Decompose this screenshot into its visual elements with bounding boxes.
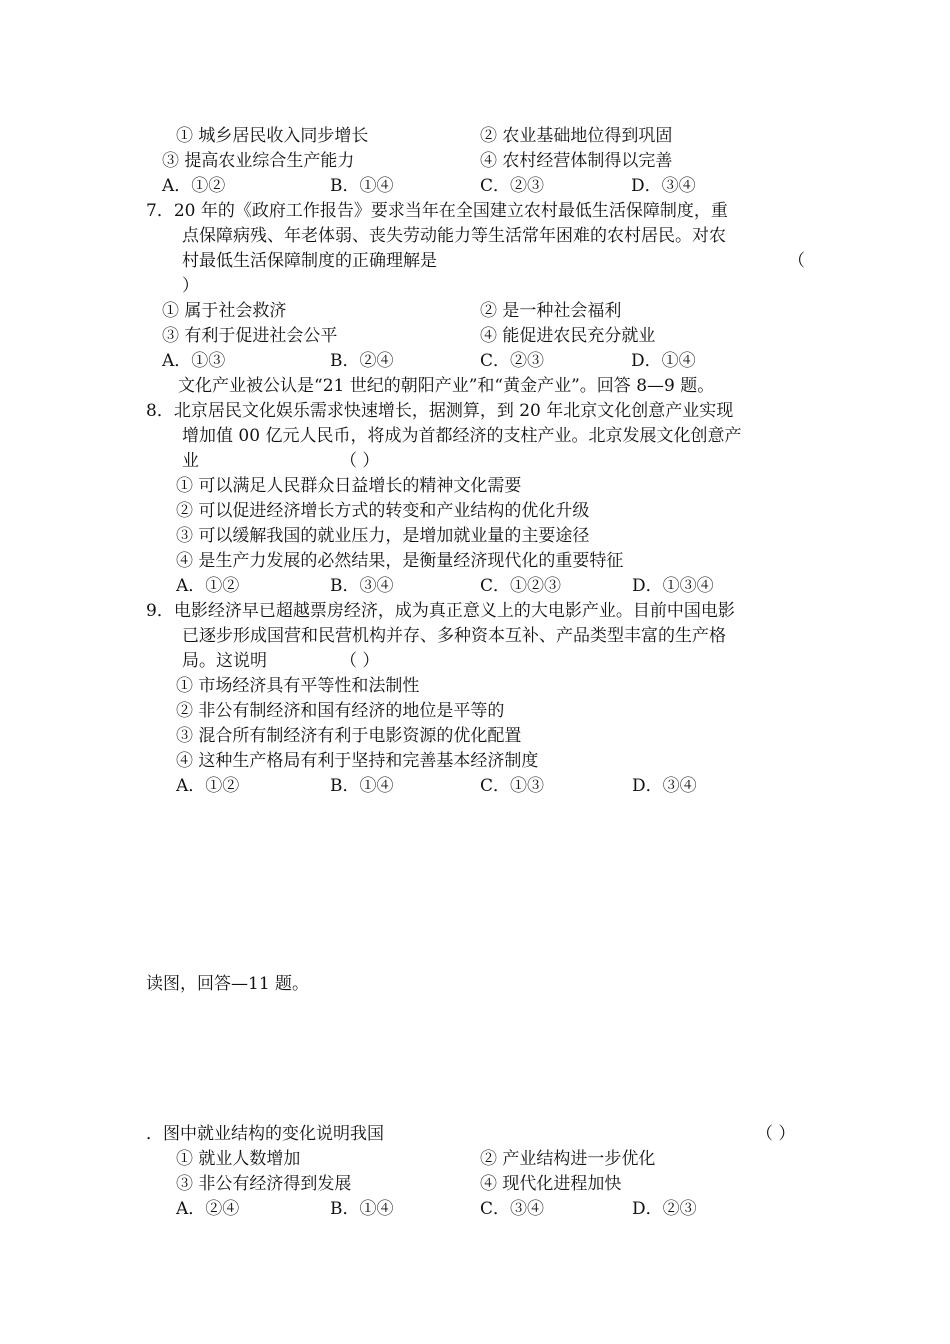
q6-option-2: ② 农业基础地位得到巩固: [480, 126, 673, 146]
q8-option-4: ④ 是生产力发展的必然结果，是衡量经济现代化的重要特征: [176, 551, 624, 571]
q7-option-2: ② 是一种社会福利: [480, 301, 622, 321]
q9-option-1: ① 市场经济具有平等性和法制性: [176, 676, 420, 696]
q9-choice-a: A．①②: [176, 776, 240, 796]
q10-stem-line-1: ．图中就业结构的变化说明我国: [146, 1124, 384, 1144]
q6-choice-b: B．①④: [330, 176, 394, 196]
q9-choice-b: B．①④: [330, 776, 394, 796]
q10-choice-c: C．③④: [480, 1199, 545, 1219]
q9-option-4: ④ 这种生产格局有利于坚持和完善基本经济制度: [176, 751, 539, 771]
q10-option-2: ② 产业结构进一步优化: [480, 1149, 656, 1169]
q6-choice-a: A．①②: [162, 176, 226, 196]
q7-stem-line-3: 村最低生活保障制度的正确理解是: [182, 251, 437, 271]
q9-stem-line-3: 局。这说明: [182, 651, 267, 671]
intro-questions-10-11: 读图，回答—11 题。: [146, 974, 310, 994]
q7-option-4: ④ 能促进农民充分就业: [480, 326, 656, 346]
q7-option-1: ① 属于社会救济: [162, 301, 287, 321]
q8-option-3: ③ 可以缓解我国的就业压力，是增加就业量的主要途径: [176, 526, 590, 546]
q7-choice-b: B．②④: [330, 351, 394, 371]
q8-stem-line-3: 业: [182, 451, 199, 471]
q7-answer-paren-close: ）: [182, 276, 199, 296]
q10-answer-paren: （ ）: [756, 1124, 796, 1144]
q7-choice-c: C．②③: [480, 351, 545, 371]
intro-questions-8-9: 文化产业被公认是“21 世纪的朝阳产业”和“黄金产业”。回答 8—9 题。: [178, 376, 715, 396]
q10-option-1: ① 就业人数增加: [176, 1149, 301, 1169]
q8-answer-paren: （ ）: [340, 451, 380, 471]
q7-stem-line-2: 点保障病残、年老体弱、丧失劳动能力等生活常年困难的农村居民。对农: [182, 226, 726, 246]
q9-choice-d: D．③④: [632, 776, 697, 796]
q8-choice-a: A．①②: [176, 576, 240, 596]
q8-option-2: ② 可以促进经济增长方式的转变和产业结构的优化升级: [176, 501, 590, 521]
q6-choice-d: D．③④: [631, 176, 696, 196]
q10-option-3: ③ 非公有经济得到发展: [176, 1174, 352, 1194]
q8-stem-line-2: 增加值 00 亿元人民币，将成为首都经济的支柱产业。北京发展文化创意产: [182, 426, 742, 446]
q9-choice-c: C．①③: [480, 776, 545, 796]
q9-option-3: ③ 混合所有制经济有利于电影资源的优化配置: [176, 726, 522, 746]
q8-choice-c: C．①②③: [480, 576, 562, 596]
q7-answer-paren-open: （: [788, 251, 805, 271]
q10-choice-d: D．②③: [632, 1199, 697, 1219]
q8-choice-b: B．③④: [330, 576, 394, 596]
q6-option-1: ① 城乡居民收入同步增长: [176, 126, 369, 146]
q10-choice-b: B．①④: [330, 1199, 394, 1219]
q8-choice-d: D．①③④: [632, 576, 714, 596]
q9-answer-paren: （ ）: [340, 651, 380, 671]
q9-option-2: ② 非公有制经济和国有经济的地位是平等的: [176, 701, 505, 721]
q9-stem-line-2: 已逐步形成国营和民营机构并存、多种资本互补、产品类型丰富的生产格: [182, 626, 726, 646]
q8-stem-line-1: 8．北京居民文化娱乐需求快速增长，据测算，到 20 年北京文化创意产业实现: [146, 401, 734, 421]
q7-stem-line-1: 7．20 年的《政府工作报告》要求当年在全国建立农村最低生活保障制度，重: [146, 201, 728, 221]
q7-choice-a: A．①③: [162, 351, 226, 371]
q8-option-1: ① 可以满足人民群众日益增长的精神文化需要: [176, 476, 522, 496]
q6-option-4: ④ 农村经营体制得以完善: [480, 151, 673, 171]
q10-option-4: ④ 现代化进程加快: [480, 1174, 622, 1194]
q9-stem-line-1: 9．电影经济早已超越票房经济，成为真正意义上的大电影产业。目前中国电影: [146, 601, 735, 621]
q6-option-3: ③ 提高农业综合生产能力: [162, 151, 355, 171]
q6-choice-c: C．②③: [480, 176, 545, 196]
q7-option-3: ③ 有利于促进社会公平: [162, 326, 338, 346]
q10-choice-a: A．②④: [176, 1199, 240, 1219]
q7-choice-d: D．①④: [631, 351, 696, 371]
